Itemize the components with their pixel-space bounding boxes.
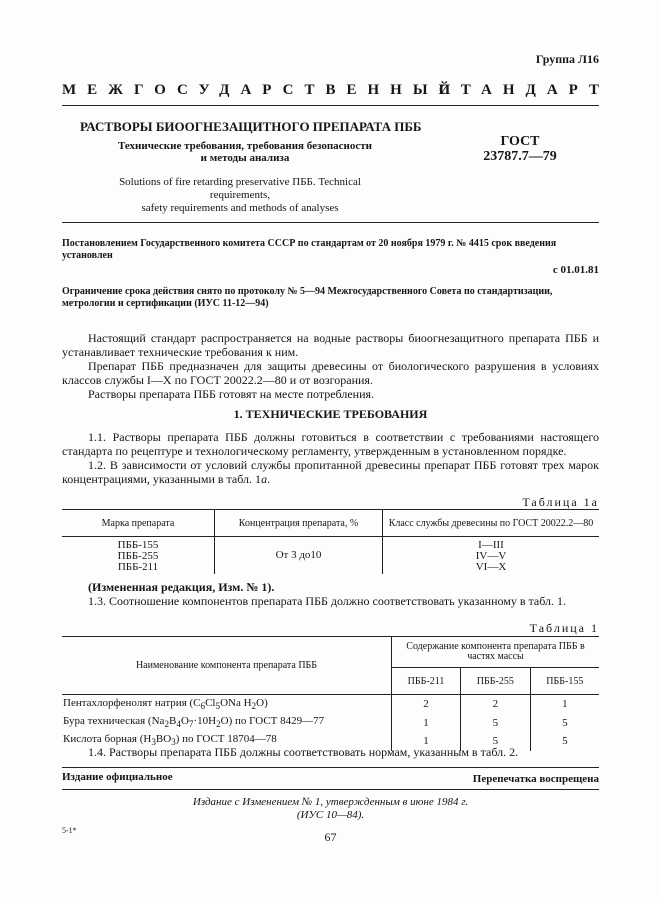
amendment-note: (Измененная редакция, Изм. № 1).: [88, 580, 275, 594]
banner-right-text: СТАНДАРТ: [438, 82, 610, 98]
edition-line: Издание с Изменением № 1, утвержденным в июне 1984 г.: [192, 796, 469, 808]
mark-value: ПББ-255: [117, 550, 159, 562]
value-cell: 5: [461, 714, 531, 732]
table-header: Марка препарата: [62, 510, 215, 537]
value-cell: 5: [461, 732, 531, 750]
subscript: 2: [251, 701, 257, 712]
table-subheader: ПББ-255: [461, 668, 531, 695]
print-code: 5-1*: [62, 826, 77, 835]
table1a-caption: Таблица 1а: [522, 495, 599, 509]
value-cell: 5: [530, 714, 599, 732]
value-cell: 2: [392, 695, 461, 715]
decree-text: Постановлением Государственного комитета СССР по стандартам от 20 ноября 1979 г. № 4415 срок введения установлен: [62, 238, 557, 261]
subtitle-line: и методы анализа: [200, 152, 290, 164]
component-name: [62, 695, 392, 715]
class-value: VI—X: [475, 561, 507, 573]
edition-line: (ИУС 10—84).: [296, 809, 365, 821]
reprint-notice: Перепечатка воспрещена: [472, 773, 599, 785]
mark-value: ПББ-211: [117, 561, 159, 573]
intro-text: [62, 331, 599, 401]
name-part: B: [169, 715, 177, 728]
title-rule: [62, 222, 599, 223]
banner-left-text: МЕЖГОСУДАРСТВЕННЫЙ: [62, 82, 462, 98]
name-part: O: [180, 715, 189, 728]
subtitle-line: Технические требования, требования безопасности: [117, 140, 373, 152]
value-cell: 2: [461, 695, 531, 715]
subscript: 3: [171, 737, 176, 748]
name-part: ) по ГОСТ 18704—78: [175, 733, 277, 746]
concentration-cell: От 3 до10: [215, 537, 383, 575]
name-part: Пентахлорфенолят натрия (C: [63, 697, 201, 709]
subscript: 4: [176, 719, 181, 730]
value-cell: 1: [392, 714, 461, 732]
table-header: Наименование компонента препарата ПББ: [62, 637, 392, 695]
edition-note: [62, 796, 599, 822]
name-part: Cl: [205, 697, 216, 709]
table-1: [62, 636, 599, 751]
intro-paragraph: Настоящий стандарт распространяется на водные растворы биоогнезащитного препарата ПББ и устанавливает технические требования к ним.: [62, 331, 599, 359]
name-part: Кислота борная (H: [63, 733, 152, 746]
table1-caption: Таблица 1: [529, 621, 599, 635]
name-part: BO: [155, 733, 172, 746]
marks-cell: [62, 537, 215, 575]
clause-1-1: 1.1. Растворы препарата ПББ должны готовиться в соответствии с требованиями настоящего стандарта по рецептуре и технологическому регламенту, утвержденным в установленном порядке.: [62, 430, 599, 458]
section-heading: 1. ТЕХНИЧЕСКИЕ ТРЕБОВАНИЯ: [233, 407, 428, 421]
name-part: O): [256, 697, 268, 709]
subscript: 3: [151, 737, 156, 748]
table-header: Содержание компонента препарата ПББ в частях массы: [392, 637, 600, 668]
table-row: [62, 537, 599, 575]
table-header: Класс службы древесины по ГОСТ 20022.2—80: [383, 510, 600, 537]
clause-1-4-block: [62, 745, 599, 759]
clause-1-4: 1.4. Растворы препарата ПББ должны соответствовать нормам, указанным в табл. 2.: [88, 745, 519, 759]
table-1a: [62, 509, 599, 574]
subscript: 2: [164, 719, 170, 730]
subscript: 5: [215, 701, 221, 712]
classes-cell: [383, 537, 600, 575]
name-part: ONa H: [220, 697, 252, 709]
effective-date: с 01.01.81: [552, 264, 599, 276]
subscript: 6: [200, 701, 206, 712]
gost-number: 23787.7—79: [483, 149, 557, 164]
table-subheader: ПББ-211: [392, 668, 461, 695]
component-name: [62, 714, 392, 732]
clause-text: .: [267, 472, 271, 486]
amendment-block: [62, 580, 599, 608]
clause-1-2: [62, 458, 599, 486]
name-part: Бура техническая (Na: [63, 715, 165, 728]
name-part: O) по ГОСТ 8429—77: [220, 715, 325, 728]
table-row: [62, 695, 599, 715]
name-part: ·10H: [193, 715, 217, 728]
footer-rule-bottom: [62, 789, 599, 790]
table-subheader: ПББ-155: [530, 668, 599, 695]
gost-label: ГОСТ: [500, 134, 540, 149]
english-title: [100, 176, 380, 215]
banner-rule: [62, 105, 599, 106]
page-number: 67: [324, 830, 337, 844]
english-title-line: Solutions of fire retarding preservative ПББ. Technical requirements,: [119, 176, 361, 201]
table-row: [62, 714, 599, 732]
document-title: РАСТВОРЫ БИООГНЕЗАЩИТНОГО ПРЕПАРАТА ПББ: [80, 119, 422, 134]
official-edition-label: Издание официальное: [62, 771, 173, 783]
gost-number-block: [480, 134, 560, 164]
subscript: 2: [216, 719, 221, 730]
clause-text: 1.2. В зависимости от условий службы пропитанной древесины препарат ПББ готовят трех марок концентрациями, указанными в табл. 1: [62, 458, 599, 486]
class-value: IV—V: [475, 550, 507, 562]
english-title-line: safety requirements and methods of analyses: [141, 202, 339, 214]
section1-text: [62, 430, 599, 486]
class-value: I—III: [478, 539, 504, 551]
limitation-text: Ограничение срока действия снято по протоколу № 5—94 Межгосударственного Совета по стандартизации, метрологии и сертификации (ИУС 11-12—94): [62, 286, 553, 309]
table-header: Концентрация препарата, %: [215, 510, 383, 537]
clause-1-3: 1.3. Соотношение компонентов препарата ПББ должно соответствовать указанному в табл. 1.: [88, 594, 567, 608]
interstate-standard-banner: [62, 82, 610, 100]
value-cell: 5: [530, 732, 599, 750]
value-cell: 1: [392, 732, 461, 750]
mark-value: ПББ-155: [117, 539, 159, 551]
intro-paragraph: Растворы препарата ПББ готовят на месте потребления.: [88, 387, 375, 401]
value-cell: 1: [530, 695, 599, 715]
group-code: Группа Л16: [535, 52, 599, 66]
document-subtitle: [100, 140, 390, 164]
footer-rule: [62, 767, 599, 768]
intro-paragraph: Препарат ПББ предназначен для защиты древесины от биологического разрушения в условиях классов службы I—X по ГОСТ 20022.2—80 и от возгорания.: [62, 359, 599, 387]
subscript: 7: [188, 719, 194, 730]
clause-text-italic: а: [261, 472, 268, 486]
